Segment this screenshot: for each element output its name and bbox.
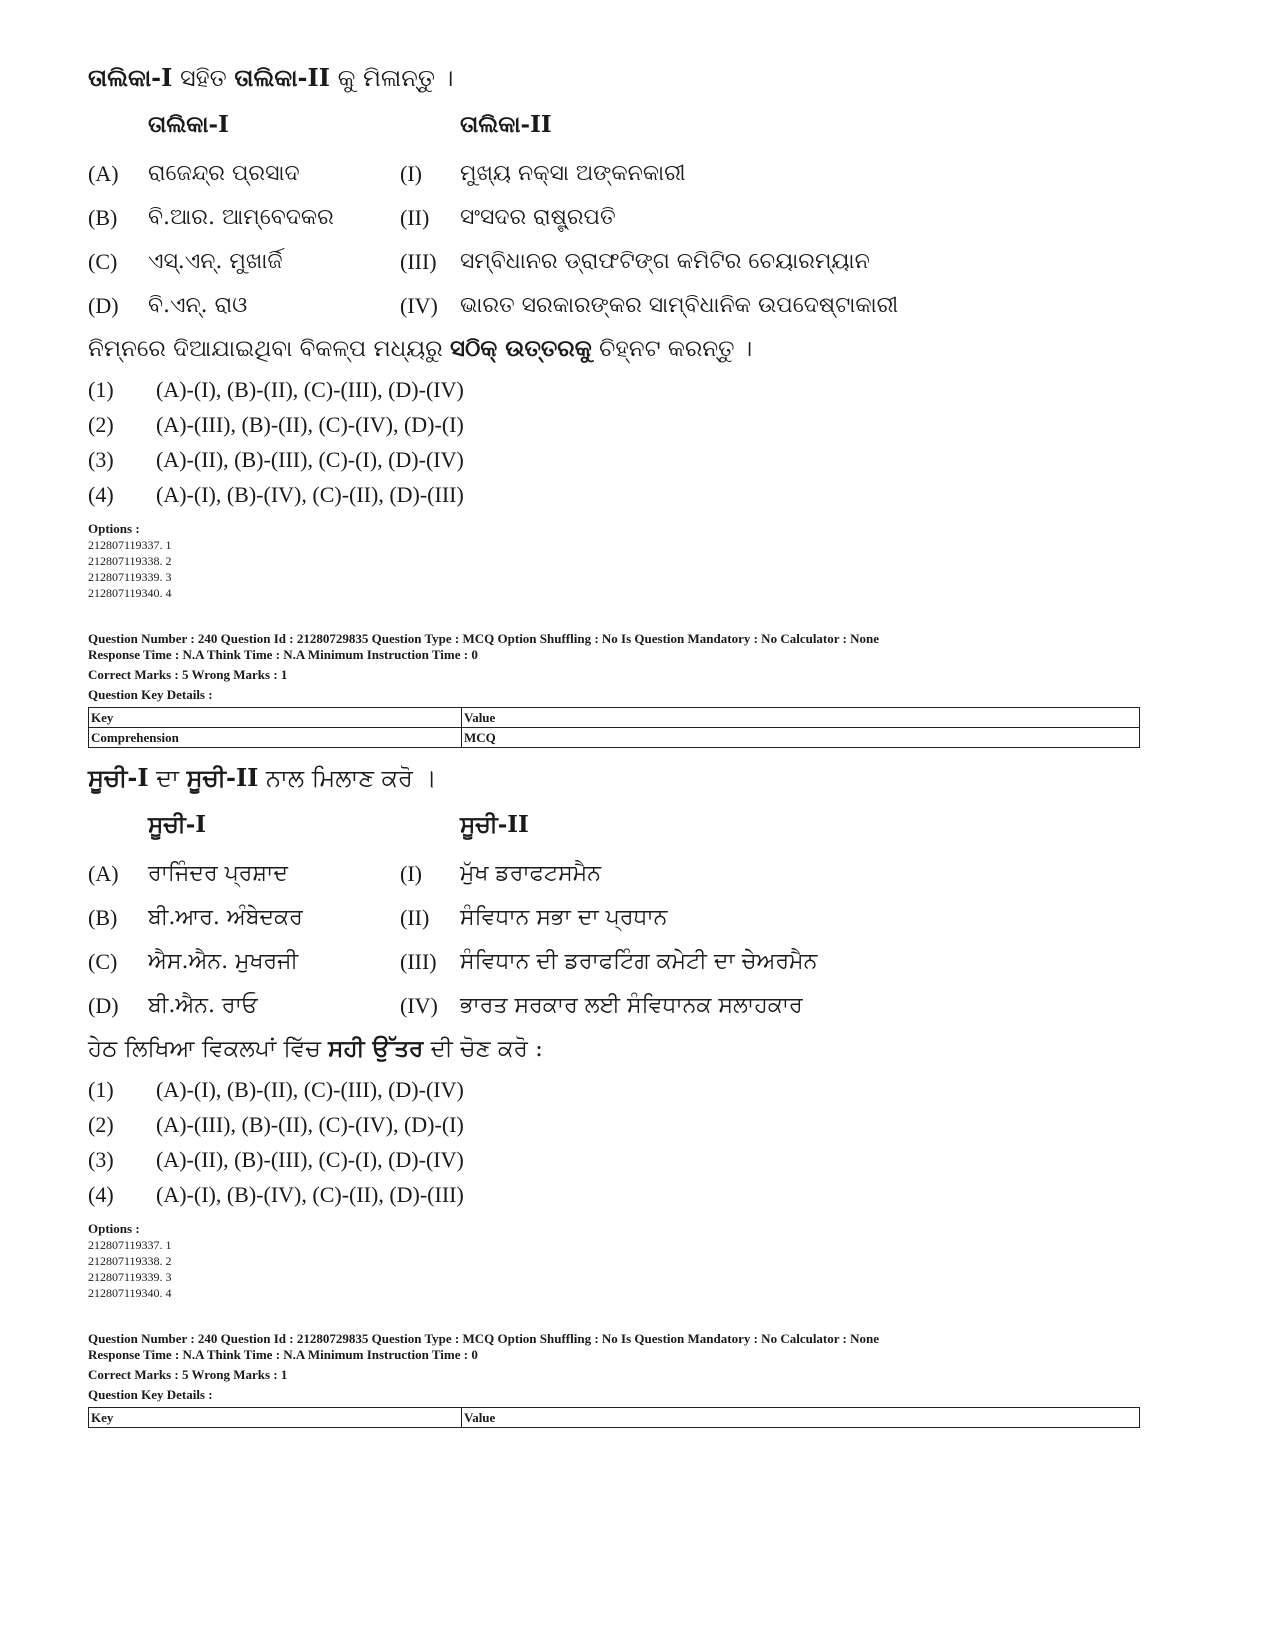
option-id: 212807119339. 3 — [88, 1270, 172, 1284]
match-row — [88, 242, 1188, 286]
meta-marks: Correct Marks : 5 Wrong Marks : 1 — [88, 1367, 288, 1382]
left-text: ਐਸ.ਐਨ. ਮੁਖਰਜੀ — [148, 949, 299, 974]
left-label: (C) — [88, 249, 118, 274]
value-header: Value — [462, 708, 1140, 728]
left-label: (B) — [88, 205, 118, 230]
option-id: 212807119340. 4 — [88, 1286, 172, 1300]
list-headings — [88, 808, 1188, 842]
match-row — [88, 986, 1188, 1030]
match-row — [88, 286, 1188, 330]
right-label: (IV) — [400, 993, 438, 1018]
list1-ref: ତାଲିକା-I — [88, 63, 173, 92]
list1-heading: ତାଲିକା-I — [148, 111, 229, 138]
option-id: 212807119339. 3 — [88, 570, 172, 584]
list1-heading: ਸੂਚੀ-I — [148, 811, 207, 838]
document-page — [88, 62, 1188, 1428]
option-id: 212807119340. 4 — [88, 586, 172, 600]
match-row — [88, 942, 1188, 986]
left-label: (B) — [88, 905, 118, 930]
left-text: ଏସ୍.ଏନ୍. ମୁଖାର୍ଜି — [148, 249, 283, 274]
option-text: (A)-(III), (B)-(II), (C)-(IV), (D)-(I) — [156, 1112, 464, 1137]
match-row — [88, 898, 1188, 942]
option-number: (2) — [88, 1112, 114, 1137]
list2-ref: ਸੂਚੀ-II — [186, 763, 259, 792]
option-text: (A)-(I), (B)-(IV), (C)-(II), (D)-(III) — [156, 1182, 464, 1207]
option-id: 212807119338. 2 — [88, 554, 172, 568]
right-label: (III) — [400, 249, 437, 274]
key-header: Key — [89, 1408, 462, 1428]
meta-marks: Correct Marks : 5 Wrong Marks : 1 — [88, 667, 288, 682]
list1-ref: ਸੂਚੀ-I — [88, 763, 149, 792]
right-label: (II) — [400, 905, 430, 930]
option-number: (3) — [88, 447, 114, 472]
left-text: ਬੀ.ਐਨ. ਰਾਓ — [148, 993, 258, 1018]
right-label: (I) — [400, 861, 422, 886]
meta-timing: Response Time : N.A Think Time : N.A Minimum Instruction Time : 0 — [88, 1347, 478, 1362]
option-number: (1) — [88, 1077, 114, 1102]
answer-option — [88, 477, 1188, 512]
question-title — [88, 762, 1188, 794]
answer-option — [88, 442, 1188, 477]
instruction-emphasis: ਸਹੀ ਉੱਤਰ — [328, 1035, 424, 1062]
table-row — [89, 728, 1140, 748]
left-label: (D) — [88, 993, 119, 1018]
list2-heading: ତାଲିକା-II — [460, 111, 552, 138]
option-text: (A)-(I), (B)-(II), (C)-(III), (D)-(IV) — [156, 1077, 464, 1102]
title-suffix: ਨਾਲ ਮਿਲਾਣ ਕਰੋ । — [258, 764, 437, 792]
left-text: ବି.ଏନ୍. ରାଓ — [148, 293, 248, 318]
list2-ref: ତାଲିକା-II — [234, 63, 330, 92]
question-title — [88, 62, 1188, 94]
title-connector: ସହିତ — [172, 64, 235, 92]
option-text: (A)-(III), (B)-(II), (C)-(IV), (D)-(I) — [156, 412, 464, 437]
right-label: (II) — [400, 205, 430, 230]
option-id: 212807119337. 1 — [88, 1238, 172, 1252]
options-label: Options : — [88, 521, 140, 536]
instruction-emphasis: ସଠିକ୍ ଉତ୍ତରକୁ — [449, 335, 592, 362]
right-label: (III) — [400, 949, 437, 974]
key-cell: Comprehension — [89, 728, 462, 748]
right-text: ମୁଖ୍ୟ ନକ୍ସା ଅଙ୍କନକାରୀ — [460, 161, 686, 186]
option-number: (2) — [88, 412, 114, 437]
key-table — [88, 1407, 1140, 1428]
instruction-suffix: ਦੀ ਚੋਣ ਕਰੋ : — [423, 1036, 543, 1062]
title-suffix: କୁ ମିଳାନ୍ତୁ । — [329, 64, 454, 92]
left-text: ବି.ଆର. ଆମ୍ବେଦକର — [148, 205, 334, 230]
instruction-text: ਹੇਠ ਲਿਖਿਆ ਵਿਕਲਪਾਂ ਵਿੱਚ — [88, 1036, 329, 1062]
right-text: ਸੰਵਿਧਾਨ ਸਭਾ ਦਾ ਪ੍ਰਧਾਨ — [460, 905, 668, 930]
key-table — [88, 707, 1140, 748]
list-headings — [88, 108, 1188, 142]
answer-option — [88, 1072, 1188, 1107]
right-label: (IV) — [400, 293, 438, 318]
question-punjabi — [88, 762, 1188, 1301]
right-text: ସମ୍ବିଧାନର ଡ୍ରାଫଟିଙ୍ଗ କମିଟିର ଚେୟାରମ୍ୟାନ — [460, 249, 870, 274]
table-row — [89, 708, 1140, 728]
left-text: ରାଜେନ୍ଦ୍ର ପ୍ରସାଦ — [148, 161, 300, 186]
question-odia — [88, 62, 1188, 601]
match-row — [88, 154, 1188, 198]
option-text: (A)-(II), (B)-(III), (C)-(I), (D)-(IV) — [156, 447, 464, 472]
option-ids-block — [88, 520, 1188, 601]
answer-option — [88, 1107, 1188, 1142]
options-label: Options : — [88, 1221, 140, 1236]
option-number: (3) — [88, 1147, 114, 1172]
answer-option — [88, 372, 1188, 407]
option-number: (4) — [88, 1182, 114, 1207]
table-row — [89, 1408, 1140, 1428]
option-number: (4) — [88, 482, 114, 507]
option-id: 212807119338. 2 — [88, 1254, 172, 1268]
left-label: (A) — [88, 161, 119, 186]
instruction — [88, 332, 1188, 366]
key-header: Key — [89, 708, 462, 728]
meta-timing: Response Time : N.A Think Time : N.A Minimum Instruction Time : 0 — [88, 647, 478, 662]
value-header: Value — [462, 1408, 1140, 1428]
option-text: (A)-(II), (B)-(III), (C)-(I), (D)-(IV) — [156, 1147, 464, 1172]
instruction — [88, 1032, 1188, 1066]
option-text: (A)-(I), (B)-(IV), (C)-(II), (D)-(III) — [156, 482, 464, 507]
option-id: 212807119337. 1 — [88, 538, 172, 552]
left-text: ਰਾਜਿੰਦਰ ਪ੍ਰਸ਼ਾਦ — [148, 861, 288, 886]
meta-key-details: Question Key Details : — [88, 687, 213, 702]
answer-option — [88, 1142, 1188, 1177]
instruction-text: ନିମ୍ନରେ ଦିଆଯାଇଥିବା ବିକଳ୍ପ ମଧ୍ୟରୁ — [88, 336, 450, 362]
left-label: (A) — [88, 861, 119, 886]
right-text: ਭਾਰਤ ਸਰਕਾਰ ਲਈ ਸੰਵਿਧਾਨਕ ਸਲਾਹਕਾਰ — [460, 993, 803, 1018]
match-row — [88, 854, 1188, 898]
left-label: (D) — [88, 293, 119, 318]
answer-option — [88, 407, 1188, 442]
value-cell: MCQ — [462, 728, 1140, 748]
right-text: ସଂସଦର ରାଷ୍ଟ୍ରପତି — [460, 205, 616, 230]
list2-heading: ਸੂਚੀ-II — [460, 811, 529, 838]
right-label: (I) — [400, 161, 422, 186]
right-text: ਮੁੱਖ ਡਰਾਫਟਸਮੈਨ — [460, 861, 601, 886]
option-number: (1) — [88, 377, 114, 402]
question-meta — [88, 1331, 1188, 1428]
right-text: ਸੰਵਿਧਾਨ ਦੀ ਡਰਾਫਟਿੰਗ ਕਮੇਟੀ ਦਾ ਚੇਅਰਮੈਨ — [460, 949, 818, 974]
option-text: (A)-(I), (B)-(II), (C)-(III), (D)-(IV) — [156, 377, 464, 402]
meta-question-info: Question Number : 240 Question Id : 21280729835 Question Type : MCQ Option Shuffling : No Is Question Mandatory : No Calculator : None — [88, 1331, 880, 1346]
left-label: (C) — [88, 949, 118, 974]
right-text: ଭାରତ ସରକାରଙ୍କର ସାମ୍ବିଧାନିକ ଉପଦେଷ୍ଟାକାରୀ — [460, 293, 899, 318]
option-ids-block — [88, 1220, 1188, 1301]
meta-question-info: Question Number : 240 Question Id : 21280729835 Question Type : MCQ Option Shuffling : No Is Question Mandatory : No Calculator : None — [88, 631, 880, 646]
title-connector: ਦਾ — [148, 764, 187, 792]
answer-option — [88, 1177, 1188, 1212]
instruction-suffix: ଚିହ୍ନଟ କରନ୍ତୁ । — [591, 336, 753, 362]
meta-key-details: Question Key Details : — [88, 1387, 213, 1402]
match-row — [88, 198, 1188, 242]
question-meta — [88, 631, 1188, 748]
left-text: ਬੀ.ਆਰ. ਅੰਬੇਦਕਰ — [148, 905, 303, 930]
